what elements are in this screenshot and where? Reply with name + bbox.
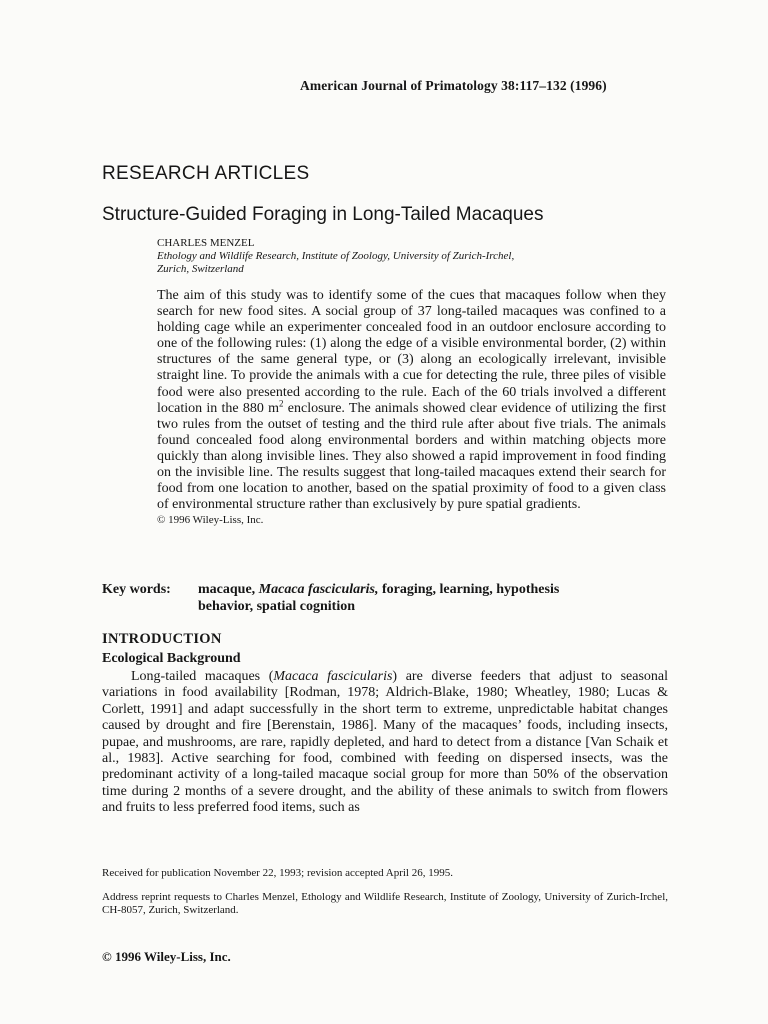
affiliation-line-1: Ethology and Wildlife Research, Institute of Zoology, University of Zurich-Irchel,	[157, 250, 515, 262]
keywords-post: foraging, learning, hypothesis	[378, 582, 560, 597]
abstract-copyright: © 1996 Wiley-Liss, Inc.	[157, 514, 264, 527]
article-title: Structure-Guided Foraging in Long-Tailed Macaques	[102, 204, 544, 225]
body-paragraph	[102, 669, 668, 817]
keywords-pre: macaque,	[198, 582, 259, 597]
keywords-label: Key words:	[102, 582, 171, 597]
author-block	[157, 237, 677, 276]
received-note: Received for publication November 22, 1993; revision accepted April 26, 1995.	[102, 867, 453, 879]
keywords-line-2: behavior, spatial cognition	[198, 598, 356, 614]
footer-copyright: © 1996 Wiley-Liss, Inc.	[102, 949, 231, 964]
body-species-name: Macaca fascicularis	[273, 669, 393, 684]
abstract-text-part2: enclosure. The animals showed clear evidence of utilizing the first two rules from the outset of testing and the third rule after about five trials. The animals found concealed food along environmental borders and within matching objects more quickly than along invisible lines. They also showed a rapid improvement in food finding on the invisible line. The results suggest that long-tailed macaques extend their search for food from one location to another, based on the spatial proximity of food to a given class of environmental structure rather than exclusively by pure spatial gradients.	[157, 400, 666, 513]
body-text-post: ) are diverse feeders that adjust to seasonal variations in food availability [Rodman, 1978; Aldrich-Blake, 1980; Wheatley, 1980; Lucas & Corlett, 1991] and adapt successfully in the short term to extreme, unpredictable habitat changes caused by drought and fire [Berenstain, 1986]. Many of the macaques’ foods, including insects, pupae, and mushrooms, are rare, rapidly depleted, and hard to detect from a distance [Van Schaik et al., 1983]. Active searching for food, combined with feeding on dispersed insects, was the predominant activity of a long-tailed macaque social group for more than 50% of the observation time during 2 months of a severe drought, and the ability of these animals to switch from flowers and fruits to less preferred food items, such as	[102, 669, 669, 816]
ecological-background-heading: Ecological Background	[102, 651, 241, 666]
body-text-pre: Long-tailed macaques (	[131, 669, 274, 684]
introduction-heading: INTRODUCTION	[102, 631, 222, 647]
author-name: CHARLES MENZEL	[157, 237, 255, 249]
section-label: RESEARCH ARTICLES	[102, 163, 310, 184]
abstract-superscript: 2	[279, 398, 284, 408]
journal-citation: American Journal of Primatology 38:117–132 (1996)	[300, 78, 607, 93]
affiliation-line-2: Zurich, Switzerland	[157, 263, 244, 275]
keywords	[102, 582, 668, 615]
abstract	[157, 288, 666, 527]
abstract-text-part1: The aim of this study was to identify some of the cues that macaques follow when they search for new food sites. A social group of 37 long-tailed macaques was confined to a holding cage while an experimenter concealed food in an outdoor enclosure according to one of the following rules: (1) along the edge of a visible environmental border, (2) within structures of the same general type, or (3) along an ecologically irrelevant, invisible straight line. To provide the animals with a cue for detecting the rule, three piles of visible food were also presented according to the rule. Each of the 60 trials involved a different location in the 880 m	[157, 288, 666, 416]
body-text	[102, 669, 668, 817]
keywords-species: Macaca fascicularis,	[258, 582, 379, 597]
address-note: Address reprint requests to Charles Menzel, Ethology and Wildlife Research, Institute of Zoology, University of Zurich-Irchel, CH-8057, Zurich, Switzerland.	[102, 891, 668, 916]
